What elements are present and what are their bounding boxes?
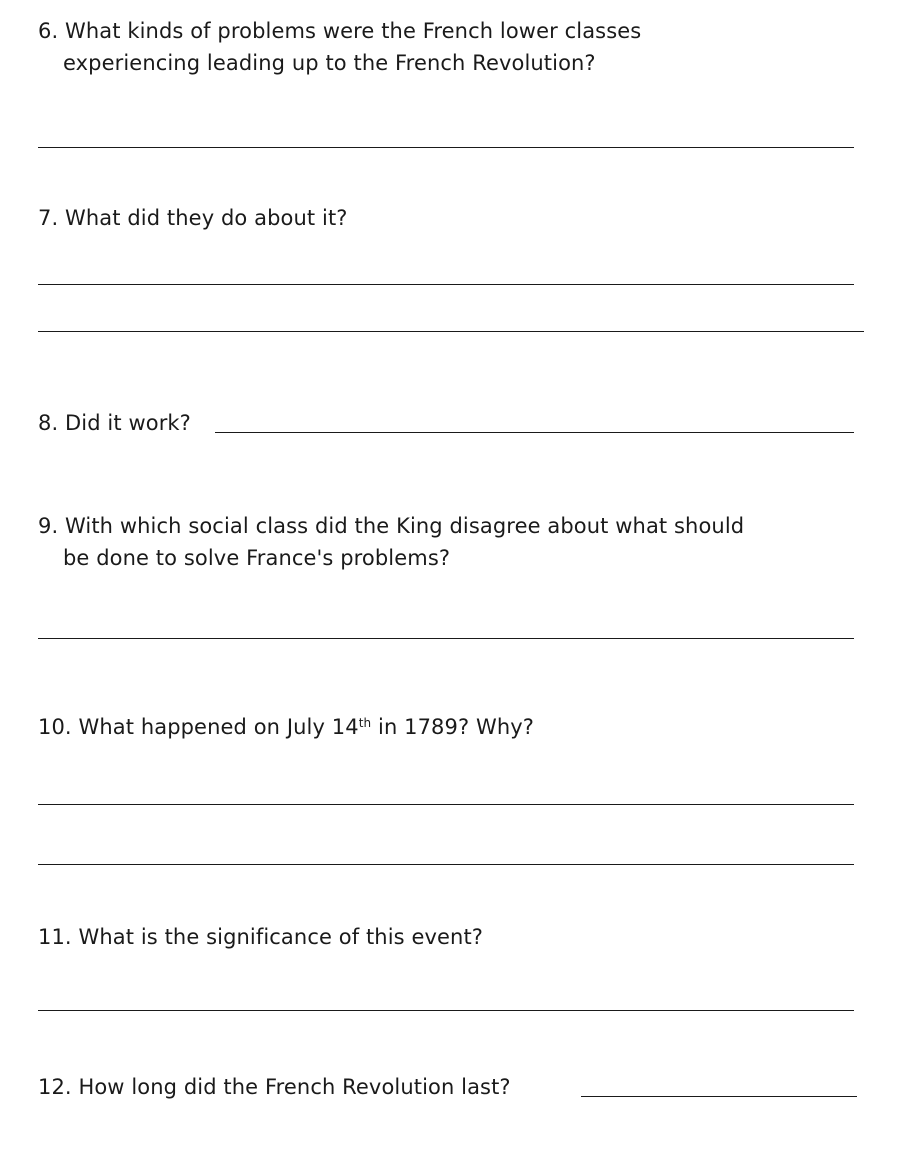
question-6 — [38, 15, 641, 79]
answer-line-q11-1[interactable] — [38, 1010, 854, 1011]
question-11-text: 11. What is the significance of this event? — [38, 925, 484, 949]
question-7-text: 7. What did they do about it? — [38, 206, 348, 230]
question-9-line-1: 9. With which social class did the King disagree about what should — [38, 514, 745, 538]
question-10-text-pre: 10. What happened on July 14 — [38, 715, 359, 739]
question-12 — [38, 1071, 511, 1103]
question-6-line-1: 6. What kinds of problems were the French lower classes — [38, 19, 642, 43]
question-9-line-2: be done to solve France's problems? — [63, 546, 451, 570]
answer-line-q7-2[interactable] — [38, 331, 864, 332]
question-12-text: 12. How long did the French Revolution last? — [38, 1075, 511, 1099]
question-10-text-post: in 1789? Why? — [371, 715, 535, 739]
question-10-superscript: th — [358, 716, 372, 730]
answer-line-q10-1[interactable] — [38, 804, 854, 805]
answer-line-q10-2[interactable] — [38, 864, 854, 865]
question-11 — [38, 921, 483, 953]
question-8 — [38, 407, 191, 439]
question-10 — [38, 711, 534, 743]
answer-line-q12-inline[interactable] — [581, 1096, 857, 1097]
question-7 — [38, 202, 348, 234]
answer-line-q9-1[interactable] — [38, 638, 854, 639]
answer-line-q6-1[interactable] — [38, 147, 854, 148]
answer-line-q7-1[interactable] — [38, 284, 854, 285]
question-9 — [38, 510, 744, 574]
question-6-line-2: experiencing leading up to the French Revolution? — [63, 51, 596, 75]
answer-line-q8-inline[interactable] — [215, 432, 854, 433]
question-8-text: 8. Did it work? — [38, 411, 191, 435]
